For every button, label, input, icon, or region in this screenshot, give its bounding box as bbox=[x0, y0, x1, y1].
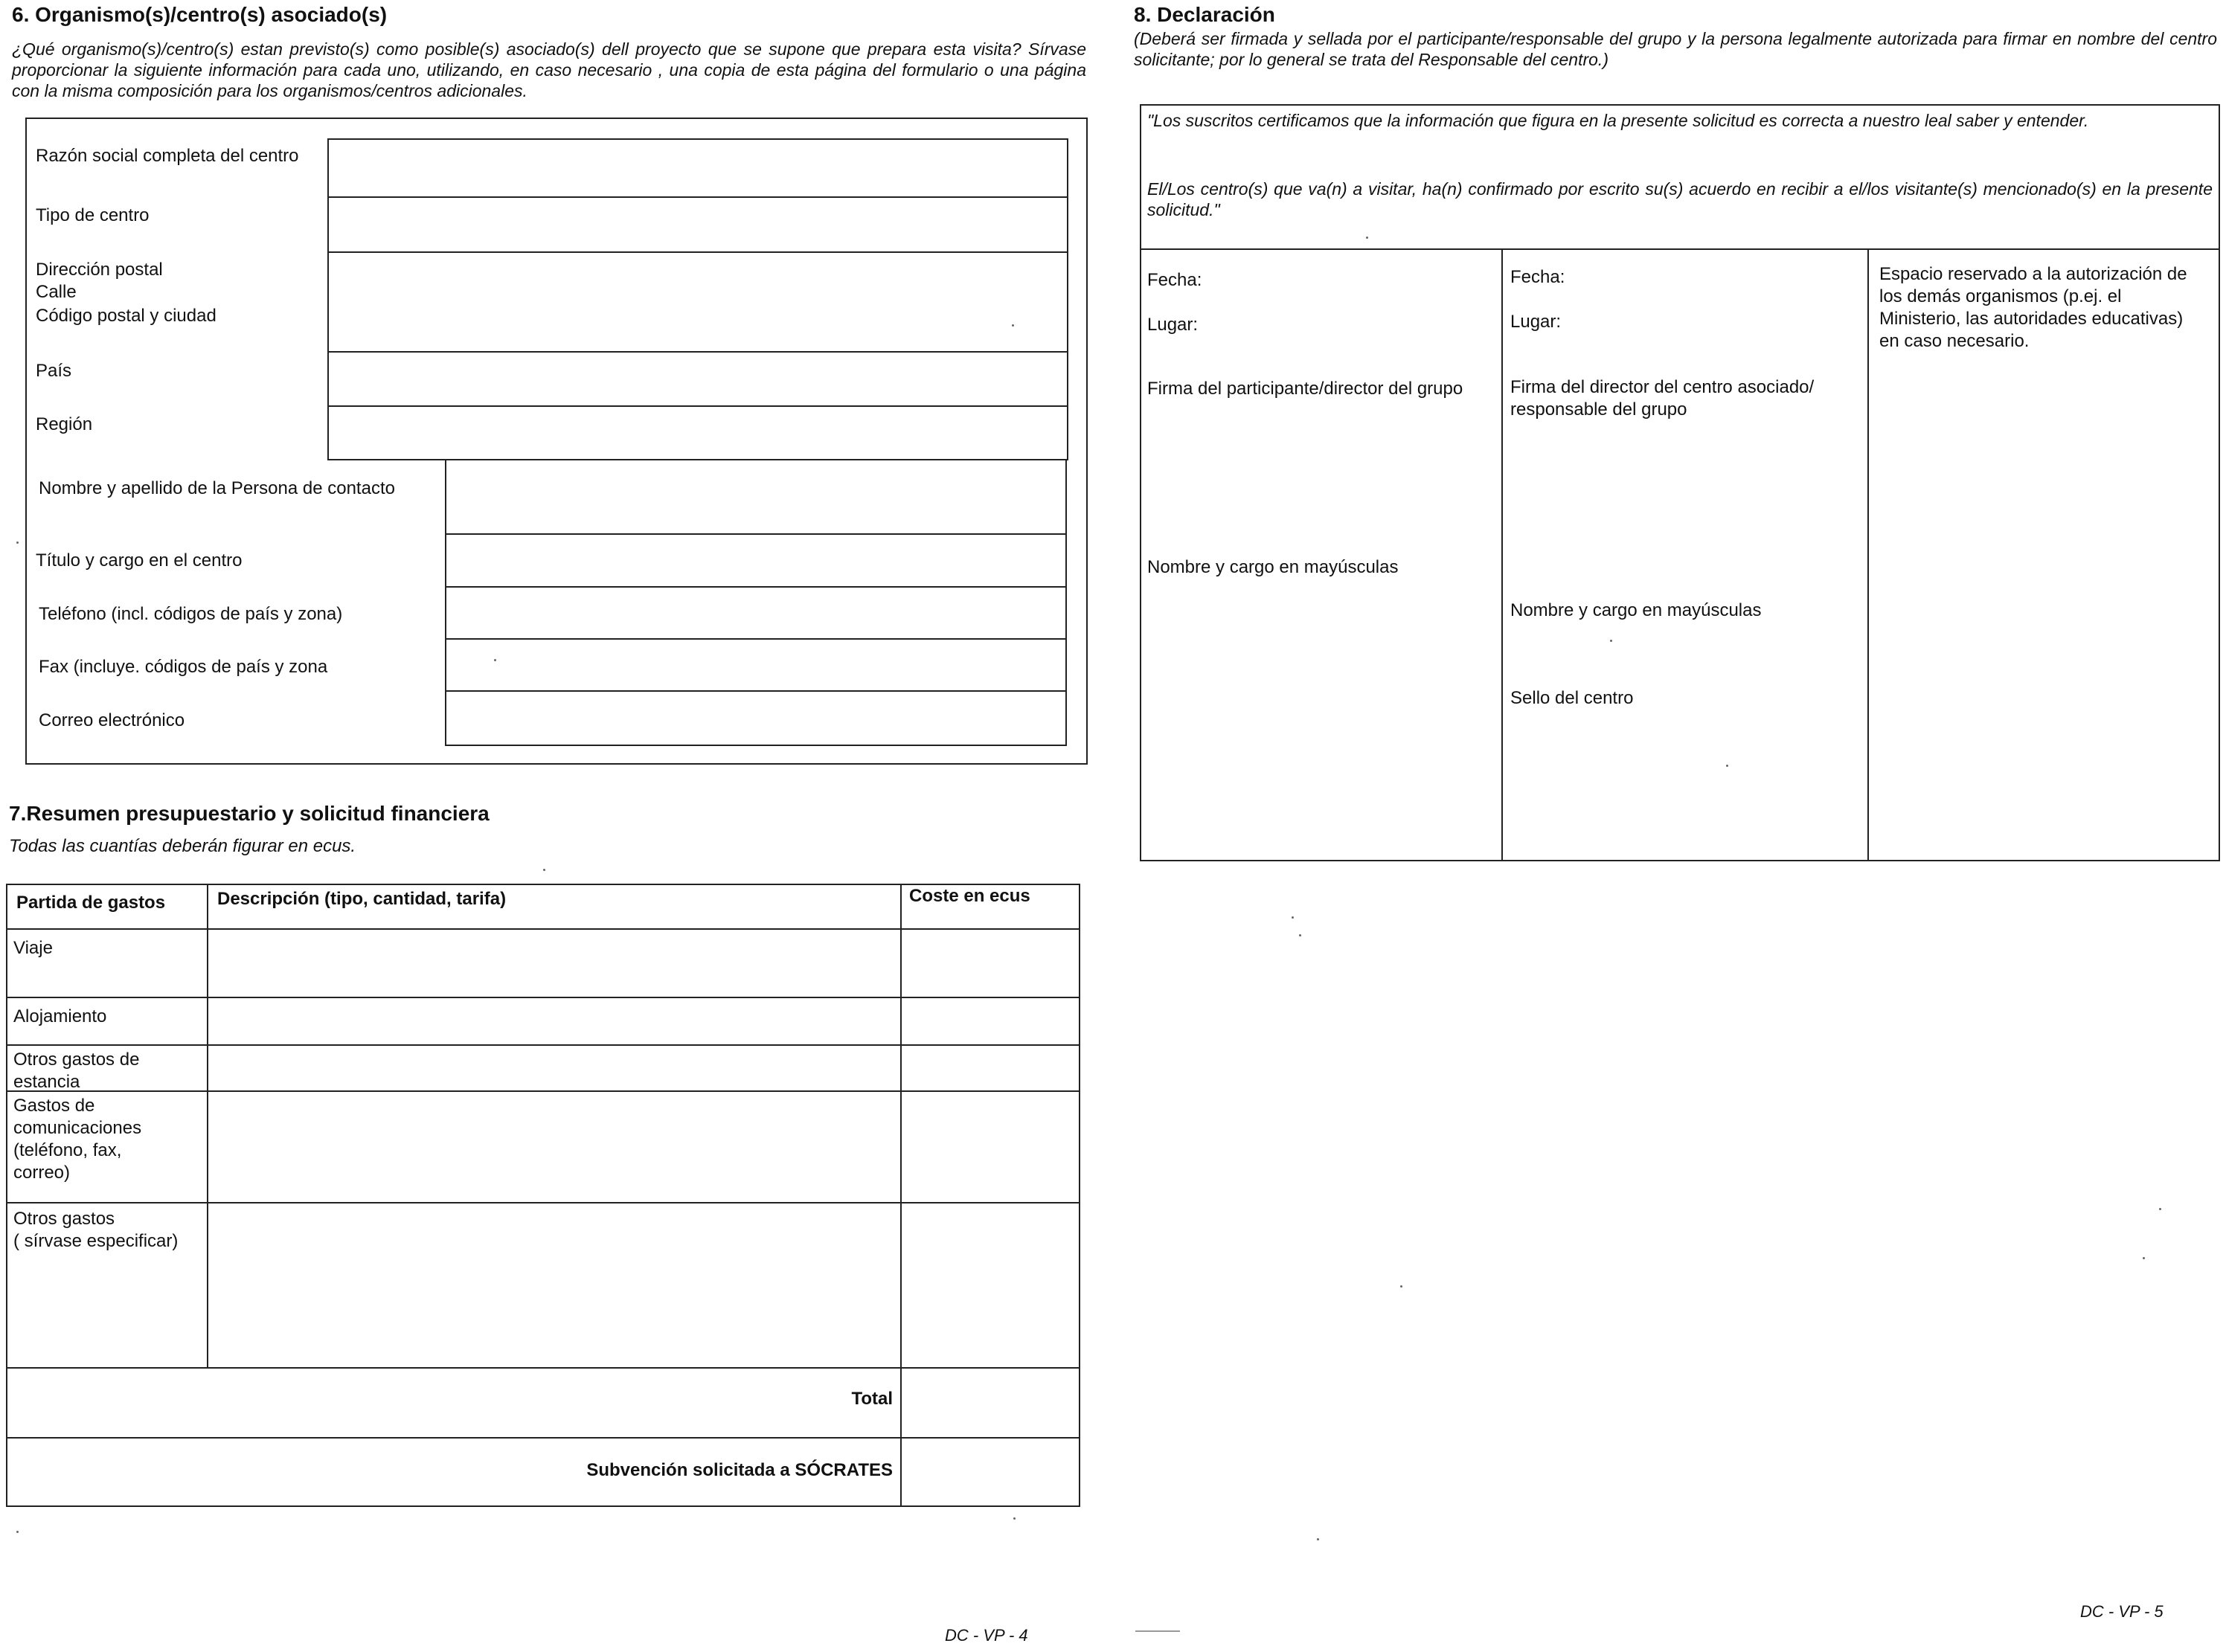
row-otros-estancia-label: Otros gastos de estancia bbox=[13, 1050, 140, 1092]
col1-nombre-label: Nombre y cargo en mayúsculas bbox=[1147, 557, 1399, 577]
declaration-quote-2: El/Los centro(s) que va(n) a visitar, ha(n) confirmado por escrito su(s) acuerdo en recibir a el/los visitante(s) mencionado(s) en la presente solicitud." bbox=[1147, 179, 2213, 219]
viaje-descripcion-cell[interactable] bbox=[210, 931, 899, 995]
fax-label: Fax (incluye. códigos de país y zona bbox=[39, 657, 328, 677]
header-descripcion: Descripción (tipo, cantidad, tarifa) bbox=[217, 889, 507, 909]
col2-signature-area[interactable] bbox=[1504, 431, 1866, 588]
row-otros-label: Otros gastos bbox=[13, 1209, 115, 1229]
region-label: Región bbox=[36, 414, 93, 434]
section-8-title: 8. Declaración bbox=[1134, 3, 1275, 26]
page-number-left: DC - VP - 4 bbox=[945, 1626, 1028, 1645]
comunicaciones-coste-cell[interactable] bbox=[903, 1093, 1077, 1201]
pais-label: País bbox=[36, 361, 72, 381]
alojamiento-descripcion-cell[interactable] bbox=[210, 1000, 899, 1043]
header-partida: Partida de gastos bbox=[16, 893, 166, 913]
row-otros-especificar-label: ( sírvase especificar) bbox=[13, 1231, 179, 1251]
total-label: Total bbox=[851, 1389, 893, 1409]
viaje-coste-cell[interactable] bbox=[903, 931, 1077, 995]
otros-coste-cell[interactable] bbox=[903, 1205, 1077, 1366]
col1-signature-area[interactable] bbox=[1143, 417, 1500, 543]
contacto-input[interactable] bbox=[448, 462, 1064, 532]
tipo-centro-input[interactable] bbox=[330, 199, 1065, 250]
pais-input[interactable] bbox=[330, 354, 1065, 404]
declaration-quote-1: "Los suscritos certificamos que la información que figura en la presente solicitud es correcta a nuestro leal saber y entender. bbox=[1147, 111, 2089, 130]
correo-input[interactable] bbox=[448, 693, 1064, 743]
direccion-input[interactable] bbox=[330, 254, 1065, 350]
col3-espacio-label: Espacio reservado a la autorización de los demás organismos (p.ej. el Ministerio, las autoridades educativas) en caso necesario. bbox=[1879, 264, 2187, 351]
section-6-intro: ¿Qué organismo(s)/centro(s) estan previsto(s) como posible(s) asociado(s) dell proyecto que se supone que prepara esta visita? Sírvase proporcionar la siguiente información para cada uno, utilizando, en caso necesario , una copia de esta página del formulario o una página con la misma composición para los organismos/centros adicionales. bbox=[12, 39, 1086, 100]
tipo-centro-label: Tipo de centro bbox=[36, 205, 150, 225]
fax-input[interactable] bbox=[448, 641, 1064, 689]
section-6-title: 6. Organismo(s)/centro(s) asociado(s) bbox=[12, 3, 388, 26]
alojamiento-coste-cell[interactable] bbox=[903, 1000, 1077, 1043]
section-8-intro: (Deberá ser firmada y sellada por el participante/responsable del grupo y la persona legalmente autorizada para firmar en nombre del centro solicitante; por lo general se trata del Responsable del centro.) bbox=[1134, 29, 2217, 69]
correo-label: Correo electrónico bbox=[39, 710, 185, 730]
codigo-postal-label: Código postal y ciudad bbox=[36, 306, 216, 326]
otros-descripcion-cell[interactable] bbox=[210, 1205, 899, 1366]
row-alojamiento-label: Alojamiento bbox=[13, 1006, 107, 1026]
otros-estancia-coste-cell[interactable] bbox=[903, 1047, 1077, 1089]
page-number-right: DC - VP - 5 bbox=[2080, 1602, 2164, 1621]
telefono-input[interactable] bbox=[448, 589, 1064, 637]
section-7-subtitle: Todas las cuantías deberán figurar en ecus. bbox=[9, 836, 356, 856]
region-input[interactable] bbox=[330, 408, 1065, 457]
col2-nombre-label: Nombre y cargo en mayúsculas bbox=[1510, 600, 1762, 620]
direccion-label: Dirección postal bbox=[36, 260, 163, 280]
col1-firma-label: Firma del participante/director del grupo bbox=[1147, 379, 1463, 399]
row-comunicaciones-label: Gastos de comunicaciones (teléfono, fax, correo) bbox=[13, 1096, 142, 1183]
section-7-title: 7.Resumen presupuestario y solicitud financiera bbox=[9, 802, 490, 825]
otros-estancia-descripcion-cell[interactable] bbox=[210, 1047, 899, 1089]
col1-fecha-label: Fecha: bbox=[1147, 270, 1202, 290]
titulo-input[interactable] bbox=[448, 536, 1064, 585]
subvencion-label: Subvención solicitada a SÓCRATES bbox=[586, 1460, 893, 1480]
col2-fecha-label: Fecha: bbox=[1510, 267, 1565, 287]
titulo-label: Título y cargo en el centro bbox=[36, 550, 243, 571]
col2-firma-label: Firma del director del centro asociado/ responsable del grupo bbox=[1510, 377, 1815, 420]
col2-lugar-label: Lugar: bbox=[1510, 312, 1562, 332]
comunicaciones-descripcion-cell[interactable] bbox=[210, 1093, 899, 1201]
contacto-label: Nombre y apellido de la Persona de contacto bbox=[39, 478, 395, 498]
razon-social-label: Razón social completa del centro bbox=[36, 146, 299, 166]
col2-sello-label: Sello del centro bbox=[1510, 688, 1634, 708]
total-coste-cell[interactable] bbox=[903, 1370, 1077, 1436]
col2-stamp-area[interactable] bbox=[1504, 721, 1866, 858]
header-coste: Coste en ecus bbox=[909, 886, 1030, 906]
row-viaje-label: Viaje bbox=[13, 938, 53, 958]
col1-lugar-label: Lugar: bbox=[1147, 315, 1199, 335]
col3-authorization-area[interactable] bbox=[1870, 357, 2217, 858]
telefono-label: Teléfono (incl. códigos de país y zona) bbox=[39, 604, 343, 624]
subvencion-coste-cell[interactable] bbox=[903, 1440, 1077, 1504]
calle-label: Calle bbox=[36, 282, 77, 302]
razon-social-input[interactable] bbox=[330, 141, 1065, 195]
